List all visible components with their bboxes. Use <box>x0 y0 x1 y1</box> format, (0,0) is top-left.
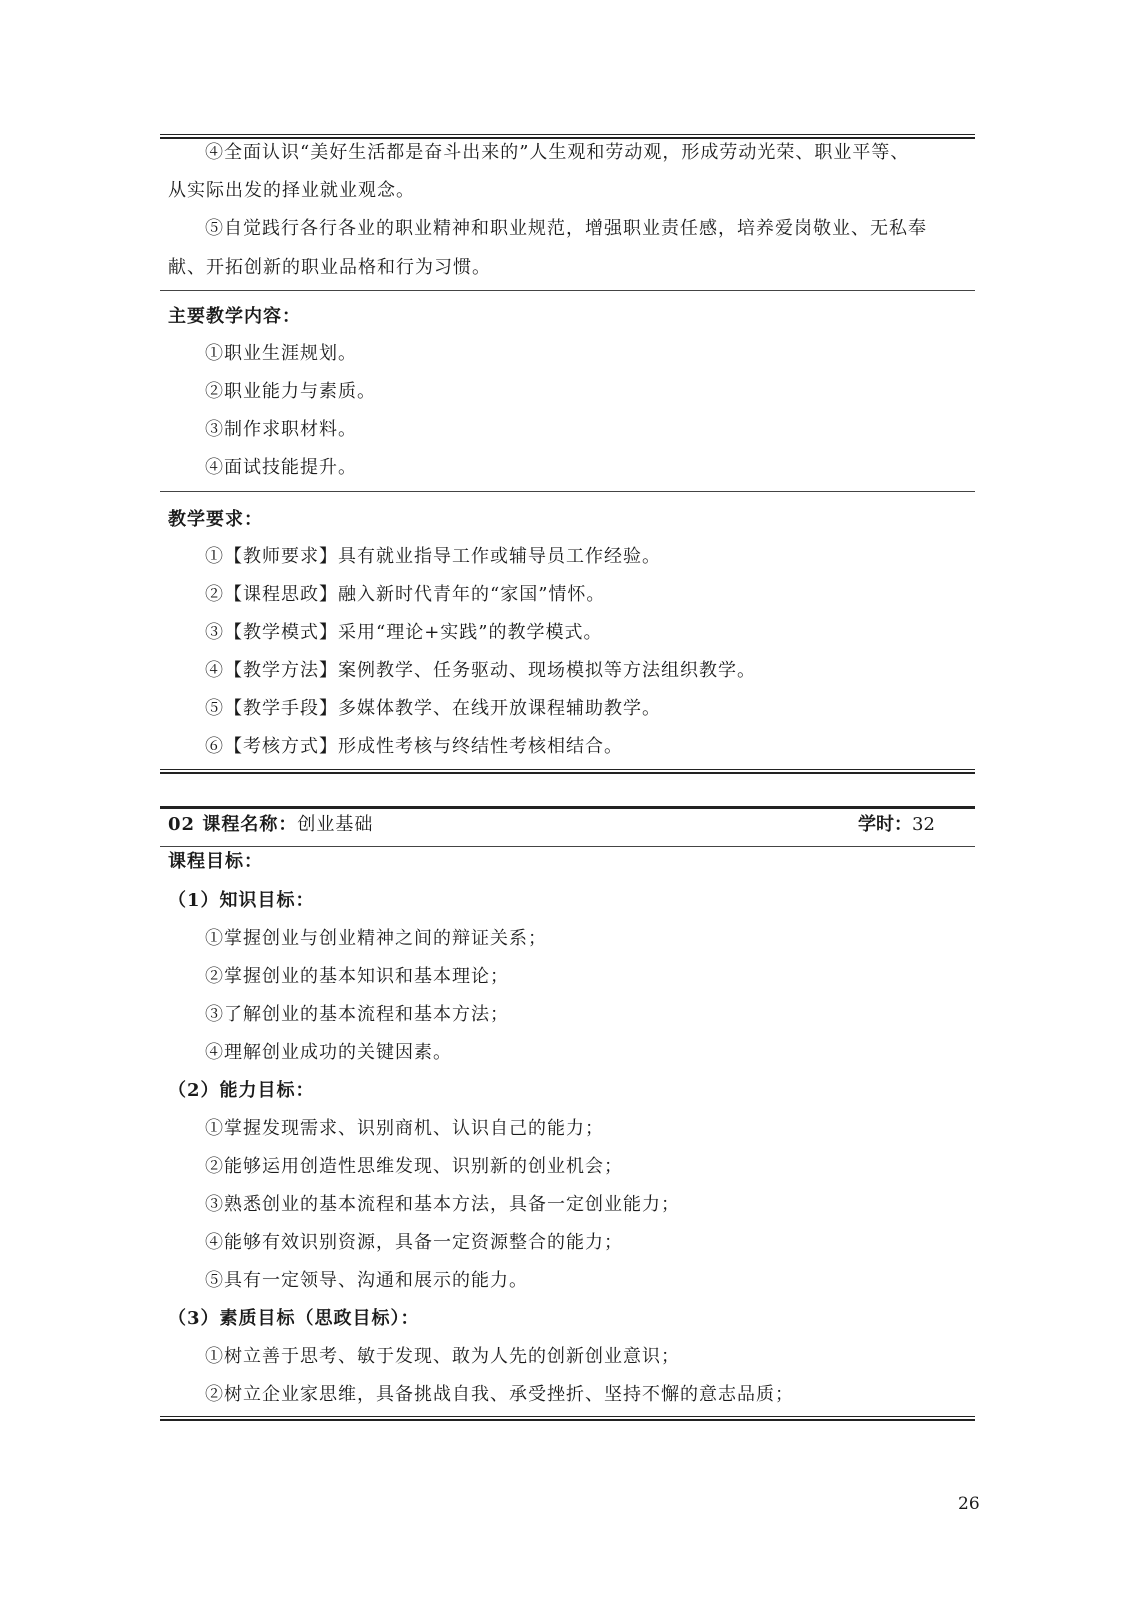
list-item: ②能够运用创造性思维发现、识别新的创业机会； <box>205 1156 623 1177</box>
table-border-bottom <box>160 769 975 774</box>
paragraph-line: ④全面认识“美好生活都是奋斗出来的”人生观和劳动观，形成劳动光荣、职业平等、 <box>205 142 910 163</box>
section-heading-content: 主要教学内容： <box>168 306 301 327</box>
paragraph-line: ⑤自觉践行各行各业的职业精神和职业规范，增强职业责任感，培养爱岗敬业、无私奉 <box>205 218 927 239</box>
course-hours-label: 学时： <box>858 814 912 835</box>
list-item: ④理解创业成功的关键因素。 <box>205 1042 452 1063</box>
list-item: ④能够有效识别资源，具备一定资源整合的能力； <box>205 1232 623 1253</box>
quality-heading: （3）素质目标（思政目标）： <box>168 1308 420 1329</box>
list-item: ④【教学方法】案例教学、任务驱动、现场模拟等方法组织教学。 <box>205 660 756 681</box>
list-item: ②【课程思政】融入新时代青年的“家国”情怀。 <box>205 584 606 605</box>
list-item: ②树立企业家思维，具备挑战自我、承受挫折、坚持不懈的意志品质； <box>205 1384 794 1405</box>
table-border-bottom <box>160 1416 975 1421</box>
paragraph-line: 从实际出发的择业就业观念。 <box>168 180 415 201</box>
course-name-row <box>168 813 373 837</box>
list-item: ④面试技能提升。 <box>205 457 357 478</box>
course-name-label: 02 课程名称： <box>168 814 298 835</box>
list-item: ⑤【教学手段】多媒体教学、在线开放课程辅助教学。 <box>205 698 661 719</box>
list-item: ②掌握创业的基本知识和基本理论； <box>205 966 509 987</box>
paragraph-line: 献、开拓创新的职业品格和行为习惯。 <box>168 257 491 278</box>
list-item: ③了解创业的基本流程和基本方法； <box>205 1004 509 1025</box>
course-hours-value: 32 <box>912 814 935 835</box>
list-item: ⑤具有一定领导、沟通和展示的能力。 <box>205 1270 528 1291</box>
page-number: 26 <box>958 1494 980 1514</box>
course-hours <box>858 813 935 837</box>
list-item: ①掌握发现需求、识别商机、认识自己的能力； <box>205 1118 604 1139</box>
row-divider <box>160 491 975 492</box>
list-item: ①【教师要求】具有就业指导工作或辅导员工作经验。 <box>205 546 661 567</box>
list-item: ②职业能力与素质。 <box>205 381 376 402</box>
list-item: ③【教学模式】采用“理论+实践”的教学模式。 <box>205 622 603 643</box>
ability-heading: （2）能力目标： <box>168 1080 315 1101</box>
table-border-top <box>160 134 975 139</box>
row-divider <box>160 846 975 847</box>
row-divider <box>160 290 975 291</box>
list-item: ①掌握创业与创业精神之间的辩证关系； <box>205 928 547 949</box>
goals-heading: 课程目标： <box>168 851 263 872</box>
list-item: ①树立善于思考、敏于发现、敢为人先的创新创业意识； <box>205 1346 680 1367</box>
knowledge-heading: （1）知识目标： <box>168 890 315 911</box>
list-item: ③制作求职材料。 <box>205 419 357 440</box>
list-item: ①职业生涯规划。 <box>205 343 357 364</box>
course-name-value: 创业基础 <box>297 814 374 835</box>
list-item: ③熟悉创业的基本流程和基本方法，具备一定创业能力； <box>205 1194 680 1215</box>
section-heading-requirements: 教学要求： <box>168 509 263 530</box>
list-item: ⑥【考核方式】形成性考核与终结性考核相结合。 <box>205 736 623 757</box>
table-border-top <box>160 806 975 809</box>
